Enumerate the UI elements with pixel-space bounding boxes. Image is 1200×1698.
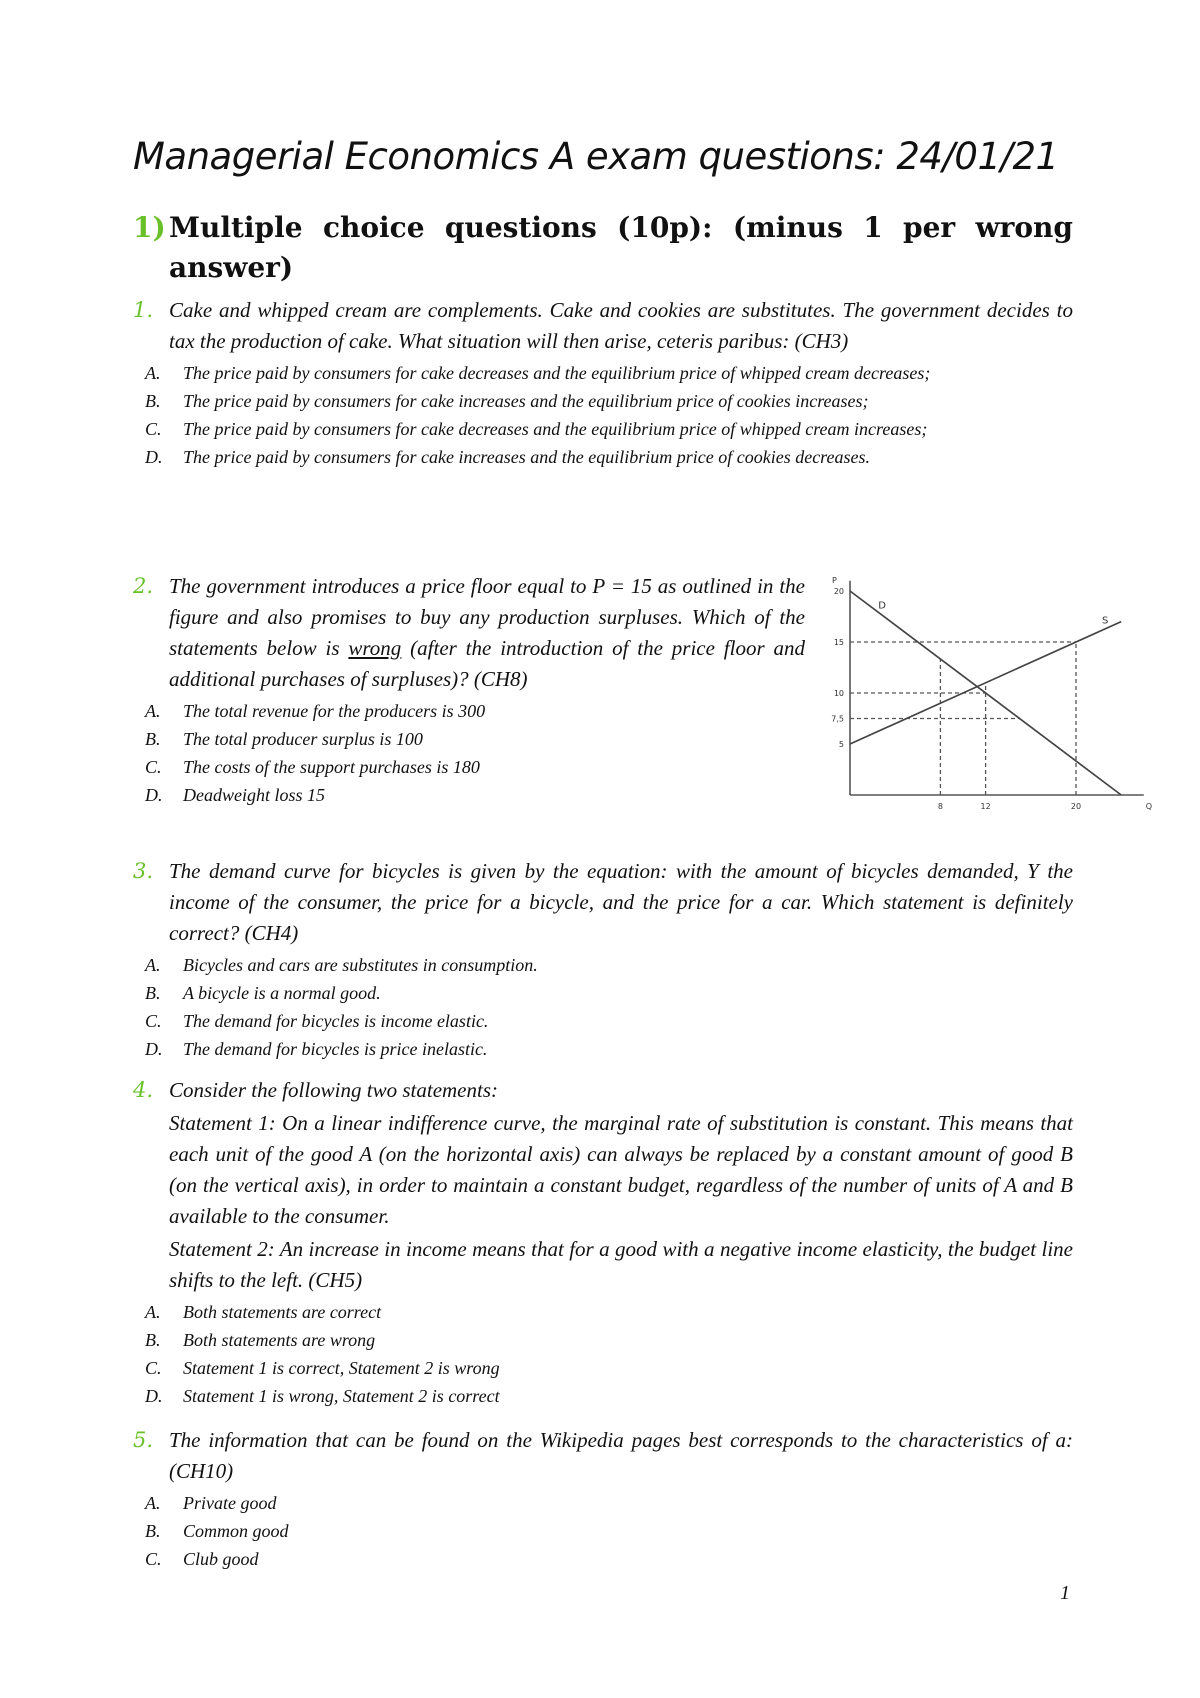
statement-1: Statement 1: On a linear indifference curve, the marginal rate of substitution is constant. This means that each unit of the good A (on the horizontal axis) can always be replaced by a constant amount of good B (on the vertical axis), in order to maintain a constant budget, regardless of the number of units of A and B available to the consumer.: [169, 1111, 1073, 1228]
option-letter: A.: [145, 1493, 161, 1513]
option-letter: B.: [145, 729, 161, 749]
question-number: 3.: [133, 859, 154, 883]
option-letter: C.: [145, 757, 162, 777]
option-letter: B.: [145, 391, 161, 411]
option-text: Club good: [183, 1549, 259, 1569]
option-letter: C.: [145, 1549, 162, 1569]
option-text: The total producer surplus is 100: [183, 729, 423, 749]
question-number: 4.: [133, 1078, 154, 1102]
option-text: Deadweight loss 15: [183, 785, 325, 805]
option-a: [133, 697, 805, 725]
option-c: [133, 1007, 1073, 1035]
option-letter: B.: [145, 1521, 161, 1541]
y-tick-label: 20: [833, 587, 844, 596]
question-text-part: The government introduces a price floor equal to P = 15 as outlined in the figure and also promises to buy any production surpluses. Which of the statements below is: [169, 574, 805, 660]
option-d: [133, 443, 1073, 471]
x-tick-label: 20: [1070, 802, 1082, 811]
option-c: [133, 415, 1073, 443]
option-d: [133, 1035, 1073, 1063]
chart-axes: [850, 581, 1144, 795]
statement-2: Statement 2: An increase in income means that for a good with a negative income elasticity, the budget line shifts to the left. (CH5): [169, 1237, 1073, 1292]
options-list: [133, 359, 1073, 471]
option-text: Private good: [183, 1493, 277, 1513]
question-intro: Consider the following two statements:: [169, 1078, 498, 1102]
option-text: Statement 1 is wrong, Statement 2 is correct: [183, 1386, 500, 1406]
option-text: The price paid by consumers for cake increases and the equilibrium price of cookies decreases.: [183, 447, 871, 467]
option-b: [133, 1517, 1073, 1545]
option-letter: D.: [145, 1386, 163, 1406]
options-list: [133, 1298, 1073, 1410]
option-a: [133, 1489, 1073, 1517]
x-axis-label: Q: [1145, 802, 1153, 811]
option-b: [133, 1326, 1073, 1354]
x-tick-label: 12: [980, 802, 991, 811]
question-text-part: (after the introduction of the price floor and additional purchases of surpluses)? (CH8): [169, 636, 806, 691]
option-text: Common good: [183, 1521, 289, 1541]
question-number: 2.: [133, 574, 154, 598]
question-2: [133, 571, 805, 809]
question-text-underlined: wrong: [348, 636, 402, 660]
option-b: [133, 979, 1073, 1007]
option-d: [133, 781, 805, 809]
y-tick-label: 10: [833, 689, 844, 698]
option-text: The price paid by consumers for cake decreases and the equilibrium price of whipped cream increases;: [183, 419, 928, 439]
option-letter: A.: [145, 363, 161, 383]
option-a: [133, 1298, 1073, 1326]
options-list: [133, 1489, 1073, 1573]
option-c: [133, 753, 805, 781]
option-letter: C.: [145, 419, 162, 439]
supply-demand-chart: [822, 573, 1162, 813]
option-letter: D.: [145, 447, 163, 467]
option-text: The costs of the support purchases is 180: [183, 757, 480, 777]
option-text: The price paid by consumers for cake increases and the equilibrium price of cookies increases;: [183, 391, 869, 411]
option-text: Statement 1 is correct, Statement 2 is wrong: [183, 1358, 500, 1378]
y-tick-label: 15: [833, 638, 844, 647]
question-3: [133, 856, 1073, 1063]
option-letter: A.: [145, 701, 161, 721]
options-list: [133, 951, 1073, 1063]
option-text: A bicycle is a normal good.: [183, 983, 381, 1003]
chart-reference-lines: [850, 642, 1076, 795]
question-text: [169, 571, 805, 695]
option-b: [133, 387, 1073, 415]
section-number: 1): [133, 211, 166, 244]
option-a: [133, 951, 1073, 979]
options-list: [133, 697, 805, 809]
x-tick-label: 8: [937, 802, 943, 811]
option-letter: D.: [145, 1039, 163, 1059]
supply-label: S: [1101, 615, 1109, 627]
option-c: [133, 1354, 1073, 1382]
option-letter: A.: [145, 955, 161, 975]
option-b: [133, 725, 805, 753]
question-text: Cake and whipped cream are complements. Cake and cookies are substitutes. The government decides to tax the production of cake. What situation will then arise, ceteris paribus: (CH3): [169, 298, 1073, 353]
option-letter: A.: [145, 1302, 161, 1322]
option-text: Both statements are correct: [183, 1302, 382, 1322]
question-number: 5.: [133, 1428, 154, 1452]
option-letter: C.: [145, 1358, 162, 1378]
option-letter: D.: [145, 785, 163, 805]
supply-curve: [850, 622, 1121, 744]
option-text: The price paid by consumers for cake decreases and the equilibrium price of whipped cream decreases;: [183, 363, 931, 383]
section-heading: [133, 208, 1073, 288]
option-text: The total revenue for the producers is 300: [183, 701, 486, 721]
option-text: The demand for bicycles is income elastic.: [183, 1011, 489, 1031]
demand-label: D: [878, 600, 886, 612]
question-text: The demand curve for bicycles is given by the equation: with the amount of bicycles demanded, Y the income of the consumer, the price for a bicycle, and the price for a car. Which statement is definitely correct? (CH4): [169, 859, 1073, 945]
question-4: [133, 1075, 1073, 1410]
document-title: Managerial Economics A exam questions: 24/01/21: [133, 135, 1059, 178]
option-c: [133, 1545, 1073, 1573]
option-letter: C.: [145, 1011, 162, 1031]
option-d: [133, 1382, 1073, 1410]
option-letter: B.: [145, 1330, 161, 1350]
y-tick-label: 5: [838, 740, 844, 749]
y-tick-label: 7,5: [831, 714, 844, 724]
question-5: [133, 1425, 1073, 1573]
option-a: [133, 359, 1073, 387]
option-text: The demand for bicycles is price inelastic.: [183, 1039, 488, 1059]
question-number: 1.: [133, 298, 154, 322]
question-1: [133, 295, 1073, 471]
question-text: The information that can be found on the Wikipedia pages best corresponds to the characteristics of a: (CH10): [169, 1428, 1073, 1483]
y-axis-label: P: [832, 575, 837, 585]
option-letter: B.: [145, 983, 161, 1003]
option-text: Bicycles and cars are substitutes in consumption.: [183, 955, 538, 975]
option-text: Both statements are wrong: [183, 1330, 376, 1350]
page-number: 1: [1060, 1582, 1070, 1604]
section-heading-text: Multiple choice questions (10p): (minus 1 per wrong answer): [169, 211, 1073, 284]
